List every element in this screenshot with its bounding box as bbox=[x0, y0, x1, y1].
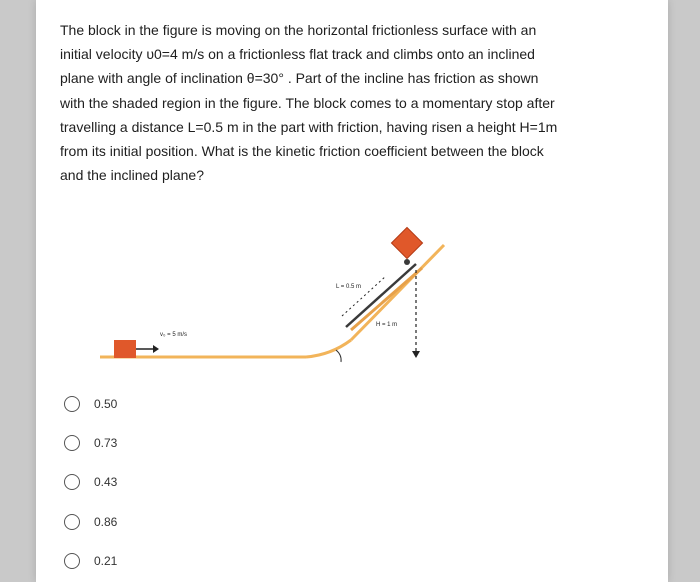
choice-label: 0.43 bbox=[94, 475, 118, 489]
radio-button[interactable] bbox=[64, 396, 80, 412]
question-line: The block in the figure is moving on the horizontal frictionless surface with an bbox=[60, 22, 537, 38]
choice-label: 0.50 bbox=[94, 397, 118, 411]
question-line: and the inclined plane? bbox=[60, 167, 205, 184]
block-point-icon bbox=[404, 259, 410, 265]
choice-0-86[interactable] bbox=[64, 508, 264, 536]
question-line: with the shaded region in the figure. The block comes to a momentary stop after bbox=[60, 94, 555, 111]
radio-button[interactable] bbox=[64, 514, 80, 530]
radio-button[interactable] bbox=[64, 435, 80, 451]
friction-region-edge bbox=[351, 268, 422, 330]
track-curve bbox=[306, 340, 351, 357]
choice-label: 0.73 bbox=[94, 436, 118, 450]
choice-0-50[interactable] bbox=[64, 390, 264, 418]
block-on-incline bbox=[391, 227, 422, 258]
question-card bbox=[36, 0, 668, 582]
question-line: plane with angle of inclination θ=30° . Part of the incline has friction as shown bbox=[60, 70, 539, 87]
question-line: from its initial position. What is the kinetic friction coefficient between the block bbox=[60, 143, 544, 160]
height-arrow-icon bbox=[412, 351, 420, 358]
choice-0-43[interactable] bbox=[64, 468, 264, 496]
velocity-label: v₀ = 5 m/s bbox=[160, 332, 187, 338]
initial-block bbox=[114, 340, 136, 358]
choice-0-73[interactable] bbox=[64, 429, 264, 457]
choice-label: 0.86 bbox=[94, 515, 118, 529]
friction-region bbox=[346, 264, 416, 327]
angle-arc bbox=[336, 350, 341, 362]
physics-figure bbox=[36, 0, 668, 400]
velocity-arrow-icon bbox=[153, 345, 159, 353]
incline-plane bbox=[351, 245, 444, 340]
radio-button[interactable] bbox=[64, 553, 80, 569]
choice-label: 0.21 bbox=[94, 554, 118, 568]
height-label: H = 1 m bbox=[376, 322, 398, 328]
choice-0-21[interactable] bbox=[64, 547, 264, 575]
distance-label: L = 0.5 m bbox=[336, 284, 361, 290]
radio-button[interactable] bbox=[64, 474, 80, 490]
question-line: travelling a distance L=0.5 m in the part with friction, having risen a height H=1m bbox=[60, 118, 558, 135]
question-line: initial velocity υ0=4 m/s on a frictionless flat track and climbs onto an inclined bbox=[60, 46, 535, 63]
